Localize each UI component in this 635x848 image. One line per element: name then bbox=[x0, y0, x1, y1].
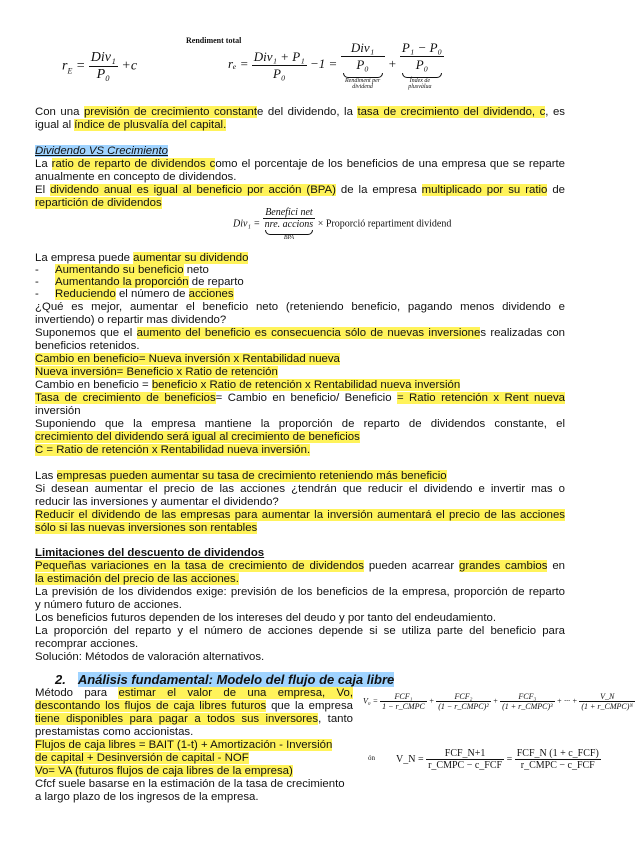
s2-line-3: invertiendo) o repartir mas dividendo? bbox=[35, 314, 227, 326]
heading-2-title: Análisis fundamental: Modelo del flujo de caja libre bbox=[77, 672, 395, 687]
s5-line-8: Cfcf suele basarse en la estimación de la tasa de crecimiento bbox=[35, 778, 345, 790]
total-den3: P₀ bbox=[415, 57, 429, 72]
s2-bullet-1: - Aumentando su beneficio neto bbox=[35, 264, 209, 276]
intro-line-1: Con una previsión de crecimiento constante del dividendo, la tasa de crecimiento del dividendo, c, es bbox=[35, 106, 565, 118]
bpa-brace-label: BPA bbox=[283, 235, 295, 241]
s4-line-2: la estimación del precio de las acciones. bbox=[35, 573, 239, 585]
s5-line-7: Vo= VA (futuros flujos de caja libres de la empresa) bbox=[35, 765, 293, 777]
s1-line-2: anualmente en concepto de dividendos. bbox=[35, 171, 237, 183]
total-return-formula bbox=[228, 40, 444, 90]
s4-line-5: Los beneficios futuros dependen de los intereses del deudo y por tanto del endeudamiento. bbox=[35, 612, 497, 624]
total-return-label: Rendiment total bbox=[186, 36, 242, 45]
s3-line-2: Si desean aumentar el precio de las acciones ¿tendrán que reducir el dividendo e invertir mas o bbox=[35, 483, 565, 495]
fcf-valuation-formula: V₀ = $\frac{\text{FCF₁}}{\text{1 − r\_CMPC}}$ + $\frac{\text{FCF₂}}{\text{(1 − r\_CMPC)²}}$ + $\frac{\text{FCF₃}}{\text{(1 + r\_CMPC)³}}$ + ··· + $\frac{V\_N}{\text{(1 + r\_CMPC)ᴺ}}$ bbox=[363, 692, 634, 711]
vn-lhs: V_N = bbox=[396, 753, 424, 765]
formula-lhs: r bbox=[62, 58, 68, 74]
fcf-lhs: V₀ = bbox=[363, 696, 379, 706]
s2-line-1: La empresa puede aumentar su dividendo bbox=[35, 252, 249, 264]
total-num2: Div₁ bbox=[341, 40, 385, 57]
s4-line-3: La previsión de los dividendos exige: previsión de los beneficios de la empresa, proporción de reparto bbox=[35, 586, 565, 598]
s2-line-8: Cambio en beneficio = beneficio x Ratio de retención x Rentabilidad nueva inversión bbox=[35, 379, 461, 391]
section-title-dividendo-vs-crecimiento: Dividendo VS Crecimiento bbox=[35, 145, 168, 157]
formula-den: P₀ bbox=[96, 67, 111, 82]
vn-den1: r_CMPC − c_FCF bbox=[428, 760, 503, 771]
formula-num: Div₁ bbox=[90, 50, 116, 65]
s4-line-6: La proporción del reparto y el número de acciones depende si se utiliza parte del beneficio para bbox=[35, 625, 565, 637]
s2-line-4: Suponemos que el aumento del beneficio es consecuencia sólo de nuevas inversiones realizadas con bbox=[35, 327, 566, 339]
vn-pre-fragment: ón bbox=[368, 754, 375, 762]
s2-line-12: crecimiento del dividendo será igual al crecimiento de beneficios bbox=[35, 431, 360, 443]
heading-2 bbox=[55, 672, 394, 687]
s5-line-6: de capital + Desinversión de capital - NOF bbox=[35, 752, 249, 764]
s4-line-7: recomprar acciones. bbox=[35, 638, 139, 650]
s2-bullet-3: - Reduciendo el número de acciones bbox=[35, 288, 234, 300]
dividend-bpa-formula bbox=[233, 207, 451, 241]
s4-line-1: Pequeñas variaciones en la tasa de crecimiento de dividendos pueden acarrear grandes cambios en bbox=[35, 560, 565, 572]
bpa-lhs: Div₁ = bbox=[233, 218, 261, 230]
fcf-t4-num: V_N bbox=[579, 692, 635, 702]
s5-line-3: tiene disponibles para pagar a todos sus inversores, tanto bbox=[35, 713, 353, 725]
heading-2-number: 2. bbox=[55, 672, 66, 687]
fcf-t1-den: 1 − r_CMPC bbox=[382, 702, 425, 711]
s4-line-8: Solución: Métodos de valoración alternativos. bbox=[35, 651, 265, 663]
total-den1: P₀ bbox=[273, 65, 286, 81]
s2-line-7: Nueva inversión= Beneficio x Ratio de retención bbox=[35, 366, 278, 378]
fcf-dots: + ··· + bbox=[556, 696, 578, 706]
vn-num1: FCF_N+1 bbox=[426, 748, 504, 760]
s3-line-5: sólo si las nuevas inversiones son rentables bbox=[35, 522, 258, 534]
s3-line-1: Las empresas pueden aumentar su tasa de crecimiento reteniendo más beneficio bbox=[35, 470, 447, 482]
s2-bullet-2: - Aumentando la proporción de reparto bbox=[35, 276, 244, 288]
s2-line-13: C = Ratio de retención x Rentabilidad nueva inversión. bbox=[35, 444, 311, 456]
s1-line-1: La ratio de reparto de dividendos como el porcentaje de los beneficios de una empresa que se reparte bbox=[35, 158, 565, 170]
s2-line-9: Tasa de crecimiento de beneficios= Cambio en beneficio/ Beneficio = Ratio retención x Rent nueva bbox=[35, 392, 565, 404]
s3-line-4: Reducir el dividendo de las empresas para aumentar la inversión aumentará el precio de las acciones bbox=[35, 509, 565, 521]
s5-line-1: Método para estimar el valor de una empresa, Vo, bbox=[35, 687, 353, 699]
fcf-t1-num: FCF₁ bbox=[380, 692, 427, 702]
brace-label-plusvalua: Índex de plusvàlua bbox=[408, 78, 432, 90]
fcf-t3-num: FCF₃ bbox=[500, 692, 554, 702]
bpa-tail: × Proporció repartiment dividend bbox=[317, 218, 452, 230]
s5-line-2: descontando los flujos de caja libres futuros que la empresa bbox=[35, 700, 353, 712]
total-den2: P₀ bbox=[356, 57, 369, 72]
section-title-limitaciones: Limitaciones del descuento de dividendos bbox=[35, 547, 265, 559]
formula-lhs-sub: E bbox=[67, 66, 73, 76]
s4-line-4: y número futuro de acciones. bbox=[35, 599, 182, 611]
intro-line-2: igual al índice de plusvalía del capital. bbox=[35, 119, 227, 131]
brace-label-dividend: Rendiment per dividend bbox=[345, 78, 381, 90]
terminal-value-formula bbox=[396, 748, 601, 771]
s2-line-5: beneficios retenidos. bbox=[35, 340, 140, 352]
s5-line-4: prestamistas como accionistas. bbox=[35, 726, 194, 738]
total-lhs: rₑ = bbox=[228, 55, 249, 71]
s2-line-11: Suponiendo que la empresa mantiene la proporción de reparto de dividendos constante, el bbox=[35, 418, 565, 430]
bpa-num: Benefici net bbox=[263, 207, 316, 219]
total-plus: + bbox=[387, 55, 397, 71]
fcf-t3-den: (1 + r_CMPC)³ bbox=[502, 702, 553, 711]
vn-den2: r_CMPC − c_FCF bbox=[520, 760, 595, 771]
s1-line-3: El dividendo anual es igual al beneficio por acción (BPA) de la empresa multiplicado por su ratio de bbox=[35, 184, 565, 196]
s5-line-5: Flujos de caja libres = BAIT (1-t) + Amortización - Inversión bbox=[35, 739, 333, 751]
s5-line-9: a largo plazo de los ingresos de la empresa. bbox=[35, 791, 259, 803]
s3-line-3: reducir las inversiones y aumentar el dividendo? bbox=[35, 496, 279, 508]
vn-num2: FCF_N (1 + c_FCF) bbox=[516, 748, 599, 759]
s2-line-6: Cambio en beneficio= Nueva inversión x Rentabilidad nueva bbox=[35, 353, 340, 365]
total-num3: P₁ − P₀ bbox=[401, 40, 443, 55]
fcf-t2-num: FCF₂ bbox=[436, 692, 490, 702]
bpa-den: nre. accions bbox=[264, 219, 314, 230]
total-num1: Div₁ + P₁ bbox=[253, 48, 305, 64]
fcf-t4-den: (1 + r_CMPC)ᴺ bbox=[581, 702, 634, 711]
fcf-t2-den: (1 − r_CMPC)² bbox=[438, 702, 489, 711]
s2-line-2: ¿Qué es mejor, aumentar el beneficio neto (reteniendo beneficio, pagando menos dividendo e bbox=[35, 301, 565, 313]
dividend-yield-formula: $r_E$ = $\frac{\text{Div₁}}{\text{P₀}}$ +c bbox=[62, 50, 138, 82]
total-mid: −1 = bbox=[310, 55, 338, 71]
s2-line-10: inversión bbox=[35, 405, 81, 417]
s1-line-4: repartición de dividendos bbox=[35, 197, 162, 209]
vn-eq: = bbox=[506, 753, 513, 765]
formula-tail: +c bbox=[121, 58, 138, 74]
